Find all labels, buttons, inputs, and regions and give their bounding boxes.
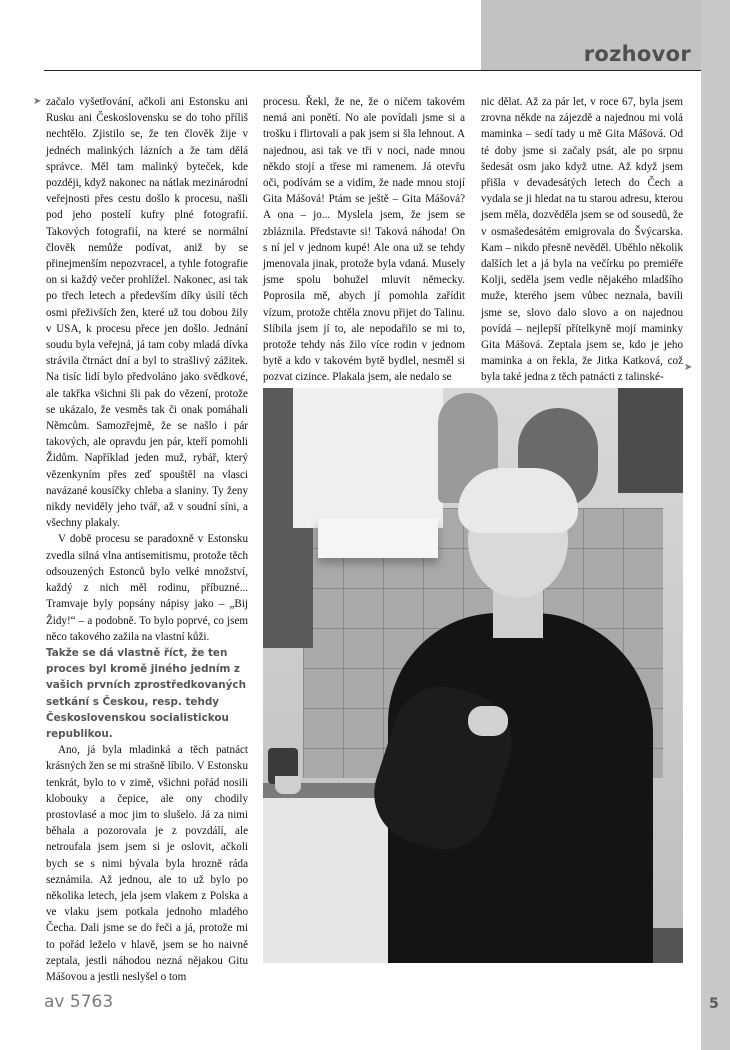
continuation-arrow-icon: ➤: [33, 96, 42, 107]
photo-cabinet: [293, 388, 443, 528]
article-column-2: [263, 94, 465, 386]
continuation-arrow-icon: ➤: [684, 362, 693, 373]
interview-question: Takže se dá vlastně říct, že ten proces byl kromě jiného jedním z vašich prvních zprostředkovaných setkání s Českou, resp. tehdy Československou socialistickou republikou.: [46, 646, 246, 740]
paragraph: procesu. Řekl, že ne, že o ničem takovém nemá ani ponětí. No ale povídali jsme si a trošku i flirtovali a pak jsem si šla lehnout. A najednou, asi tak ve tři v noci, nade mnou někdo stojí a třese mi ramenem. Já otevřu oči, podívám se a vidím, že nade mnou stojí Gita Mášová! Ptám se ještě – Gita Mášová? A ona – jo... Myslela jsem, že jsem se zbláznila. Představte si! Taková náhoda! On s ní jel v jednom kupé! Ale ona už se tehdy jmenovala jinak, protože byla vdaná. Musely jsme spolu bohužel mluvit německy. Poprosila mě, abych jí pomohla zařídit vízum, protože chtěla znovu přijet do Talinu. Slíbila jsem jí to, ale nepodařilo se mi to, protože tehdy nás žilo více rodin v jednom bytě a kdo v takovém bytě bydlel, nesměl si pozvat cizince. Plakala jsem, ale nedalo se: [263, 96, 465, 384]
photo-oven: [263, 798, 403, 963]
section-title: rozhovor: [583, 42, 691, 66]
photo-woman-hair: [458, 468, 578, 533]
photo-wall-decoration: [618, 388, 683, 493]
paragraph: nic dělat. Až za pár let, v roce 67, byla jsem zrovna někde na zájezdě a najednou mi volá maminka – sedí tady u mě Gita Mášová. Od té doby jsme si začaly psát, ale po srpnu šedesát osm jako když utne. Až když jsem přišla v devadesátých letech do Čech a vydala se ji hledat na tu starou adresu, kterou jsem měla, dozvěděla jsem se od sousedů, že v osmašedesátém emigrovala do Švýcarska. Kam – nikdo přesně nevěděl. Uběhlo několik dalších let a já byla na večírku po premiéře Kolji, seděla jsem vedle nějakého mladšího muže, kterého jsem vůbec neznala, bavili jsme se, slovo dalo slovo a on najednou povídá – nejlepší přítelkyně mojí maminky Gita Mášová. Zeptala jsem se, kdo je jeho maminka a on řekla, že Jitka Katková, což byla také jedna z těch patnácti z talinské-: [481, 96, 683, 384]
issue-label: av 5763: [44, 992, 114, 1012]
photo-range-hood: [318, 518, 438, 558]
paragraph: V době procesu se paradoxně v Estonsku zvedla silná vlna antisemitismu, protože těch odsouzených Estonců bylo velké množství, každý z nich měl rodinu, příbuzné... Tramvaje byly popsány nápisy jako – „Bij Židy!“ – a podobně. To bylo poprvé, co jsem něco takového zažila na vlastní kůži.: [46, 533, 248, 643]
section-tab: [481, 0, 701, 70]
paragraph: začalo vyšetřování, ačkoli ani Estonsku ani Rusku ani Československu se do toho příliš nechtělo. Zjistilo se, že ten člověk žije v jednéch malinkých lázních a že tam dělá správce. Měl tam malinký byteček, kde později, když nakonec na nátlak mezinárodní veřejnosti přes cestu došlo k procesu, našli pod jeho postelí kufry plné fotografií. Takových fotografií, na které se normální člověk nemůže podívat, aniž by se přinejmenším nepozvracel, a tyhle fotografie on si každý večer prohlížel. Nakonec, asi tak po třech letech a především díky úsilí těch osmi přeživších žen, které už tou dobou žily v USA, k procesu přece jen došlo. Jednání soudu byla veřejná, já tam coby mladá dívka strávila čtrnáct dní a byl to strašlivý zážitek. Na tisíc lidí bylo předvoláno jako svědkové, ale takřka všichni šli pak do vězení, protože se ukázalo, že vesměs tak či onak pomáhali Němcům. Samozřejmě, že se našlo i pár takových, ale opravdu jen pár, kteří pomohli Židům. Například jeden muž, rybář, který vězenkyním přes zeď spouštěl na vlasci navázané kousíčky chleba a slaniny. Ty ženy nikdy neviděly jeho tvář, až v soudní síni, a všechny plakaly.: [46, 96, 248, 530]
interview-photo: [263, 388, 683, 963]
header-rule: [44, 70, 701, 71]
page-number: 5: [709, 996, 719, 1012]
paragraph: Ano, já byla mladinká a těch patnáct krásných žen se mi strašně líbilo. V Estonsku tenkrát, bylo to v zimě, všichni pořád nosili klobouky a čepice, ale ony chodily prostovlasé a moc jim to slušelo. Já za nimi běhala a pozorovala je z povzdálí, ale netroufala jsem jsem si je oslovit, ačkoli bych se s nimi bývala byla hrozně ráda seznámila. Až jednou, ale to už bylo po několika letech, jela jsem vlakem z Polska a ve vlaku jsem potkala jednoho mladého Čecha. Dali jsme se do řeči a já, protože mi to pořád leželo v hlavě, jsem se ho naivně zeptala, jestli náhodou nezná nějakou Gitu Mášovou a jestli neslyšel o tom: [46, 744, 248, 983]
photo-cup: [275, 776, 301, 794]
article-column-1: [46, 94, 248, 985]
article-column-3: [481, 94, 683, 386]
side-strip: [701, 0, 730, 1050]
photo-woman-hand: [468, 706, 508, 736]
